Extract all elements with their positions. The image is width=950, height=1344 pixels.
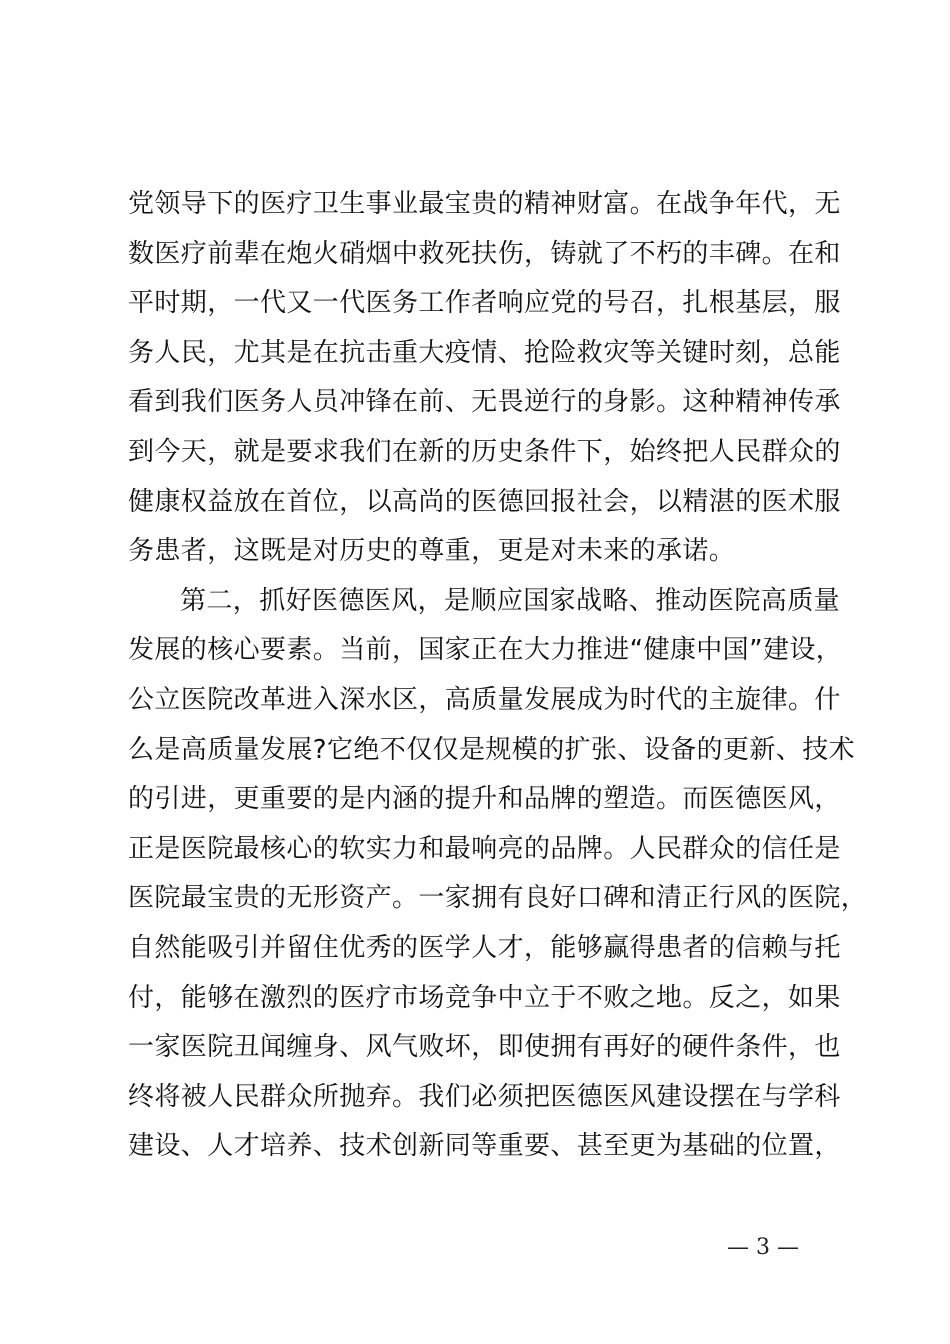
paragraph-2-line-3: 公立医院改革进入深水区，高质量发展成为时代的主旋律。什 [128,684,841,715]
page-number: — 3 — [727,1235,799,1260]
paragraph-2-line-12: 建设、人才培养、技术创新同等重要、甚至更为基础的位置， [128,1131,841,1162]
text-line-4: 务人民，尤其是在抗击重大疫情、抢险救灾等关键时刻，总能 [128,337,841,368]
paragraph-2-line-5: 的引进，更重要的是内涵的提升和品牌的塑造。而医德医风， [128,784,841,815]
paragraph-2-line-11: 终将被人民群众所抛弃。我们必须把医德医风建设摆在与学科 [128,1081,841,1112]
text-line-2: 数医疗前辈在炮火硝烟中救死扶伤，铸就了不朽的丰碑。在和 [128,238,841,269]
text-line-3: 平时期，一代又一代医务工作者响应党的号召，扎根基层，服 [128,288,841,319]
text-line-6: 到今天，就是要求我们在新的历史条件下，始终把人民群众的 [128,436,841,467]
text-line-1: 党领导下的医疗卫生事业最宝贵的精神财富。在战争年代，无 [128,189,841,219]
paragraph-2-line-8: 自然能吸引并留住优秀的医学人才，能够赢得患者的信赖与托 [128,932,841,963]
paragraph-2-line-10: 一家医院丑闻缠身、风气败坏，即使拥有再好的硬件条件，也 [128,1032,841,1063]
paragraph-2-line-7: 医院最宝贵的无形资产。一家拥有良好口碑和清正行风的医院， [128,883,868,914]
text-line-5: 看到我们医务人员冲锋在前、无畏逆行的身影。这种精神传承 [128,387,841,418]
text-line-8: 务患者，这既是对历史的尊重，更是对未来的承诺。 [128,536,736,567]
paragraph-2-line-9: 付，能够在激烈的医疗市场竞争中立于不败之地。反之，如果 [128,982,841,1013]
paragraph-2-line-1: 第二，抓好医德医风，是顺应国家战略、推动医院高质量 [180,585,841,616]
paragraph-2-line-2: 发展的核心要素。当前，国家正在大力推进“健康中国”建设， [128,635,843,666]
text-line-7: 健康权益放在首位，以高尚的医德回报社会，以精湛的医术服 [128,486,841,517]
body-text [128,180,868,1172]
paragraph-2-line-4: 么是高质量发展?它绝不仅仅是规模的扩张、设备的更新、技术 [128,734,856,765]
paragraph-2-line-6: 正是医院最核心的软实力和最响亮的品牌。人民群众的信任是 [128,833,841,864]
